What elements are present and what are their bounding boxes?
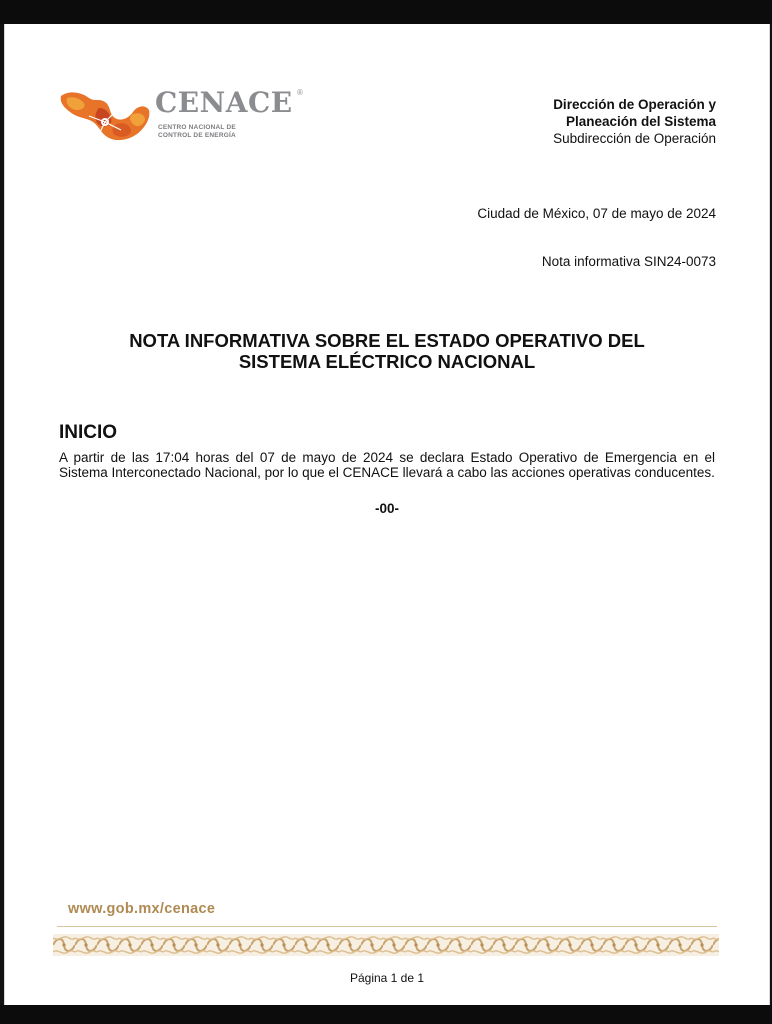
bottom-frame bbox=[0, 1005, 772, 1024]
issuer-line1: Dirección de Operación y bbox=[553, 97, 716, 112]
section-heading: INICIO bbox=[59, 422, 118, 443]
issuer-line3: Subdirección de Operación bbox=[553, 131, 716, 146]
top-frame bbox=[0, 0, 772, 24]
issuer-line2: Planeación del Sistema bbox=[565, 114, 716, 129]
logo-subtitle-line2: CONTROL DE ENERGÍA bbox=[158, 132, 236, 139]
title-line2: SISTEMA ELÉCTRICO NACIONAL bbox=[238, 351, 536, 372]
logo-subtitle bbox=[158, 124, 268, 140]
footer-url[interactable]: www.gob.mx/cenace bbox=[68, 901, 216, 917]
document-title bbox=[65, 330, 709, 372]
registered-mark: ® bbox=[297, 88, 303, 97]
cenace-logo bbox=[59, 88, 319, 148]
document-page bbox=[4, 24, 770, 1005]
decorative-pattern-band bbox=[53, 934, 719, 956]
section-body: A partir de las 17:04 horas del 07 de mayo de 2024 se declara Estado Operativo de Emergencia en el Sistema Interconectado Nacional, por lo que el CENACE llevará a cabo las acciones operativas conducentes. bbox=[59, 450, 715, 480]
mexico-map-logo-icon bbox=[59, 88, 151, 144]
document-date: Ciudad de México, 07 de mayo de 2024 bbox=[477, 206, 716, 221]
end-mark: -00- bbox=[374, 501, 399, 516]
title-line1: NOTA INFORMATIVA SOBRE EL ESTADO OPERATIVO DEL bbox=[129, 330, 645, 351]
page-number: Página 1 de 1 bbox=[349, 971, 425, 985]
note-id: Nota informativa SIN24-0073 bbox=[541, 254, 716, 269]
issuer-header bbox=[553, 96, 716, 147]
footer-divider bbox=[57, 926, 717, 927]
logo-wordmark: CENACE bbox=[155, 86, 293, 119]
logo-subtitle-line1: CENTRO NACIONAL DE bbox=[158, 124, 236, 131]
